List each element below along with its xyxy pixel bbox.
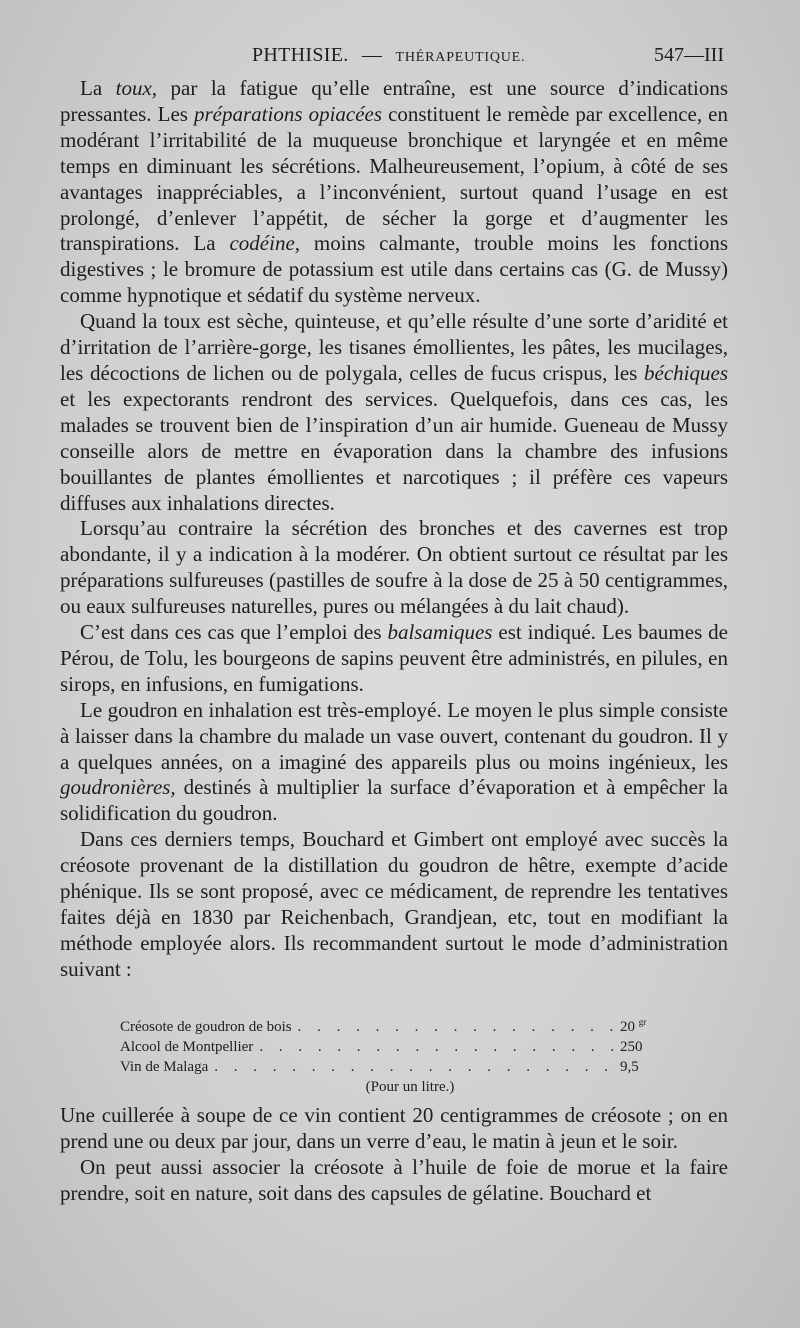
ingredient-quantity: 250 bbox=[620, 1039, 643, 1055]
header-title: PHTHISIE. bbox=[252, 44, 349, 66]
dot-leader bbox=[298, 1017, 614, 1037]
ingredient-quantity: 20 $^{gr}$ bbox=[620, 1017, 647, 1035]
ingredient-quantity: 9,5 bbox=[620, 1059, 639, 1075]
text-run: Dans ces derniers temps, Bouchard et Gimbert ont employé avec succès la créosote provenant de la distillation du goudron de hêtre, exempte d’acide phénique. Ils se sont proposé, avec ce médicament, de reprendre les tentatives faites déjà en 1830 par Reichenbach, Grandjean, etc, tout en modifiant la méthode employée alors. Ils recommandent surtout le mode d’administration suivant : bbox=[60, 827, 728, 981]
text-run: Lorsqu’au contraire la sécrétion des bronches et des cavernes est trop abondante, il y a indication à la modérer. On obtient surtout ce résultat par les préparations sulfureuses (pastilles de soufre à la dose de 25 à 50 centigrammes, ou eaux sulfureuses naturelles, pures ou mélangées à du lait chaud). bbox=[60, 516, 728, 619]
header-title-group bbox=[252, 44, 525, 67]
ingredient-name: Créosote de goudron de bois bbox=[120, 1019, 292, 1035]
italic-term: codéine, bbox=[229, 231, 301, 256]
italic-term: goudronières, bbox=[60, 775, 176, 800]
formula-note: (Pour un litre.) bbox=[365, 1079, 455, 1095]
text-run: constituent le remède par excellence, en modérant l’irritabilité de la muqueuse bronchique et laryngée et en même temps en diminuant les sécrétions. Malheureusement, l’opium, à côté de ses avantages inappréciables, a l’inconvénient, surtout quand l’usage en est prolongé, d’enlever l’appétit, de sécher la gorge et d’augmenter les transpirations. La bbox=[60, 101, 728, 256]
paragraph-goudron bbox=[60, 698, 728, 828]
text-run: Le goudron en inhalation est très-employé. Le moyen le plus simple consiste à laisser dans la chambre du malade un vase ouvert, contenant du goudron. Il y a quelques années, on a imaginé des appareils plus ou moins ingénieux, les bbox=[60, 697, 728, 774]
formula-row bbox=[120, 1057, 680, 1077]
text-run: et les expectorants rendront des services. Quelquefois, dans ces cas, les malades se trouvent bien de l’inspiration d’un air humide. Gueneau de Mussy conseille alors de mettre en évaporation dans la chambre des infusions bouillantes de plantes émollientes et narcotiques ; il préfère ces vapeurs diffuses aux inhalations directes. bbox=[60, 386, 728, 515]
paragraph-dosage: Une cuillerée à soupe de ce vin contient 20 centigrammes de créosote ; on en prend une ou deux par jour, dans un verre d’eau, le matin à jeun et le soir. bbox=[60, 1103, 728, 1153]
italic-term: toux, bbox=[115, 76, 158, 100]
text-run: par la fatigue qu’elle entraîne, est une source d’indications pressantes. Les bbox=[60, 76, 728, 126]
paragraph-balsamiques bbox=[60, 620, 728, 698]
page-number: 547—III bbox=[654, 44, 724, 66]
header-separator: — bbox=[361, 44, 383, 66]
formula-row bbox=[120, 1012, 680, 1037]
text-run: est indiqué. Les baumes de Pérou, de Tolu, les bourgeons de sapins peuvent être administrés, en pilules, en sirops, en infusions, en fumigations. bbox=[60, 620, 729, 696]
formula-row bbox=[120, 1037, 680, 1057]
paragraph-toux-seche bbox=[60, 309, 728, 516]
ingredient-name: Vin de Malaga bbox=[120, 1059, 209, 1075]
italic-term: balsamiques bbox=[387, 620, 493, 645]
paragraph-huile-foie-morue: On peut aussi associer la créosote à l’huile de foie de morue et la faire prendre, soit en nature, soit dans des capsules de gélatine. Bouchard et bbox=[60, 1154, 728, 1205]
main-text bbox=[60, 76, 728, 983]
italic-term: préparations opiacées bbox=[194, 101, 383, 126]
text-run: moins calmante, trouble moins les fonctions digestives ; le bromure de potassium est utile dans certains cas (G. de Mussy) comme hypnotique et sédatif du système nerveux. bbox=[60, 231, 729, 308]
header-section: THÉRAPEUTIQUE. bbox=[395, 50, 526, 65]
paragraph-creosote bbox=[60, 827, 728, 982]
italic-term: béchiques bbox=[644, 360, 728, 385]
running-header bbox=[252, 44, 724, 76]
text-run: C’est dans ces cas que l’emploi des bbox=[80, 620, 388, 645]
paragraph-secretion bbox=[60, 516, 728, 620]
prescription-formula bbox=[120, 1012, 680, 1097]
ingredient-name: Alcool de Montpellier bbox=[120, 1039, 254, 1055]
text-run: La bbox=[80, 76, 116, 100]
main-text-continued bbox=[60, 1103, 728, 1207]
dot-leader bbox=[259, 1037, 614, 1057]
dot-leader bbox=[214, 1057, 614, 1077]
text-run: Quand la toux est sèche, quinteuse, et qu’elle résulte d’une sorte d’aridité et d’irritation de l’arrière-gorge, les tisanes émollientes, les pâtes, les mucilages, les décoctions de lichen ou de polygala, celles de fucus crispus, les bbox=[60, 309, 728, 385]
unit-superscript: gr bbox=[638, 1017, 647, 1027]
text-run: destinés à multiplier la surface d’évaporation et à empêcher la solidification du goudron. bbox=[60, 775, 728, 826]
paragraph-toux bbox=[60, 76, 728, 309]
